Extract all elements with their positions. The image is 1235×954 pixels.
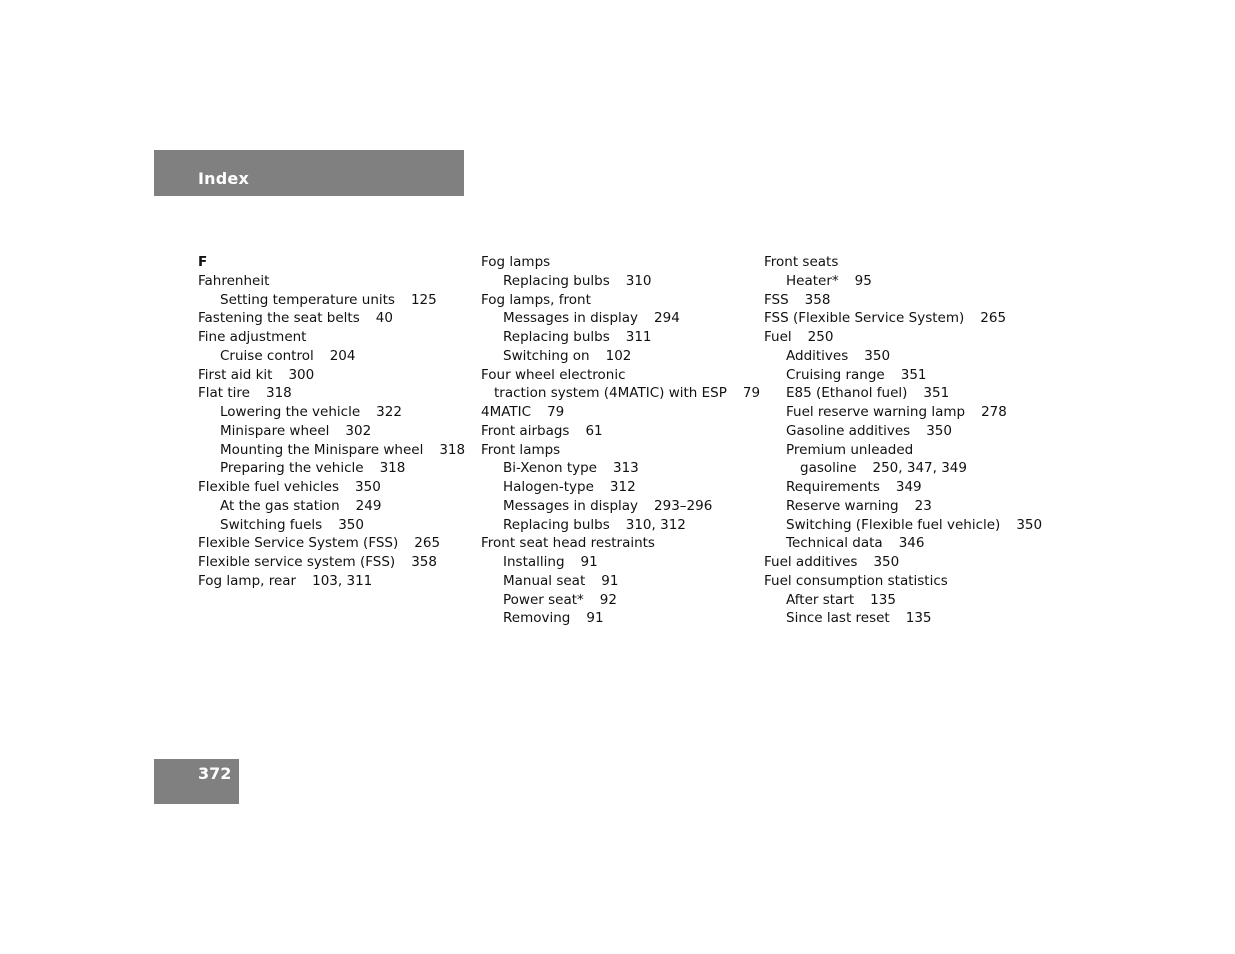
index-entry-page-ref[interactable]: 302 — [345, 422, 372, 439]
index-entry-term: Installing — [503, 554, 565, 570]
index-column-2 — [481, 253, 760, 628]
index-entry — [481, 534, 760, 553]
index-entry-term: Fuel — [764, 329, 792, 345]
index-entry — [481, 591, 760, 610]
index-entry — [481, 478, 760, 497]
index-entry-term: Cruise control — [220, 347, 314, 364]
index-entry — [198, 366, 465, 385]
index-entry — [764, 609, 1042, 628]
index-entry-page-ref[interactable]: 351 — [900, 366, 927, 383]
index-entry-page-ref[interactable]: 350 — [1016, 516, 1043, 533]
index-entry-term: Fog lamps, front — [481, 291, 591, 308]
index-entry-page-ref[interactable]: 294 — [654, 310, 680, 327]
index-entry-page-ref[interactable]: 23 — [914, 497, 932, 514]
index-entry — [764, 591, 1042, 610]
index-entry-page-ref[interactable]: 102 — [605, 347, 632, 364]
index-entry — [198, 516, 465, 535]
index-entry-page-ref[interactable]: 350 — [338, 516, 364, 533]
index-entry-term: Fine adjustment — [198, 329, 307, 345]
index-entry — [764, 534, 1042, 553]
index-entry-term: Replacing bulbs — [503, 516, 610, 533]
index-entry-term: traction system (4MATIC) with ESP — [494, 385, 727, 402]
index-entry — [481, 291, 760, 310]
index-entry — [481, 497, 760, 516]
index-entry — [198, 572, 465, 591]
index-entry-term: 4MATIC — [481, 404, 532, 420]
index-entry-term: Setting temperature units — [220, 291, 395, 308]
index-entry-term: Front seat head restraints — [481, 535, 655, 552]
index-entry — [764, 291, 1042, 310]
index-entry-term: Manual seat — [503, 572, 586, 589]
index-entry — [481, 328, 760, 347]
index-entry-page-ref[interactable]: 349 — [895, 479, 922, 495]
index-entry-page-ref[interactable]: 318 — [379, 460, 406, 477]
index-entry — [764, 459, 1042, 478]
index-entry-page-ref[interactable]: 250, 347, 349 — [872, 460, 967, 477]
index-entry-term: Additives — [786, 347, 849, 364]
index-entry — [481, 366, 760, 385]
index-entry-page-ref[interactable]: 91 — [601, 572, 619, 589]
index-entry-term: Switching (Flexible fuel vehicle) — [786, 516, 1001, 533]
index-entry-page-ref[interactable]: 250 — [807, 329, 834, 345]
index-entry-page-ref[interactable]: 125 — [410, 291, 437, 308]
index-entry-term: Fuel additives — [764, 554, 858, 570]
index-entry-term: Replacing bulbs — [503, 329, 610, 345]
index-entry-term: Switching on — [503, 347, 590, 364]
index-entry — [481, 422, 760, 441]
index-entry — [198, 422, 465, 441]
index-entry — [198, 403, 465, 422]
index-entry-term: Lowering the vehicle — [220, 404, 361, 420]
index-entry — [764, 553, 1042, 572]
index-entry — [764, 497, 1042, 516]
index-entry — [198, 553, 465, 572]
index-entry-term: Bi-Xenon type — [503, 460, 597, 477]
index-entry-page-ref[interactable]: 313 — [612, 460, 639, 477]
index-entry-term: Minispare wheel — [220, 422, 330, 439]
index-entry-term: Requirements — [786, 479, 880, 495]
index-entry-term: Power seat* — [503, 591, 584, 608]
index-entry — [764, 422, 1042, 441]
index-entry — [198, 291, 465, 310]
index-entry-term: First aid kit — [198, 366, 273, 383]
index-entry-page-ref[interactable]: 91 — [586, 610, 604, 627]
index-entry-page-ref[interactable]: 265 — [414, 535, 441, 552]
index-entry-page-ref[interactable]: 346 — [898, 535, 925, 552]
index-entry-term: Fahrenheit — [198, 272, 270, 289]
index-entry-page-ref[interactable]: 310, 312 — [625, 516, 686, 533]
index-entry — [481, 272, 760, 291]
index-entry-page-ref[interactable]: 318 — [439, 441, 466, 458]
index-entry-term: Messages in display — [503, 497, 639, 514]
index-entry — [764, 403, 1042, 422]
index-entry-page-ref[interactable]: 358 — [804, 291, 831, 308]
index-entry — [764, 572, 1042, 591]
index-entry — [198, 309, 465, 328]
index-entry-term: After start — [786, 591, 855, 608]
index-entry — [764, 253, 1042, 272]
index-entry-term: Flexible service system (FSS) — [198, 554, 396, 570]
index-entry — [481, 609, 760, 628]
index-entry-term: Fog lamps — [481, 254, 551, 270]
index-entry — [481, 516, 760, 535]
index-entry-page-ref[interactable]: 350 — [864, 347, 891, 364]
page-title: Index — [198, 169, 249, 188]
index-column-3 — [764, 253, 1042, 628]
index-entry — [764, 309, 1042, 328]
index-entry-term: F — [198, 254, 208, 270]
index-entry-page-ref[interactable]: 135 — [870, 591, 896, 608]
index-entry-page-ref[interactable]: 311 — [625, 329, 652, 345]
index-entry — [764, 328, 1042, 347]
index-entry — [764, 516, 1042, 535]
index-entry-term: Fuel reserve warning lamp — [786, 404, 966, 420]
index-entry-page-ref[interactable]: 91 — [580, 554, 598, 570]
index-entry — [481, 441, 760, 460]
index-entry-term: Premium unleaded — [786, 441, 914, 458]
index-entry-page-ref[interactable]: 204 — [329, 347, 356, 364]
index-entry — [481, 253, 760, 272]
index-entry-term: At the gas station — [220, 497, 340, 514]
index-entry — [481, 403, 760, 422]
index-entry-page-ref[interactable]: 135 — [905, 610, 932, 627]
index-entry-page-ref[interactable]: 40 — [375, 310, 393, 327]
index-entry — [198, 347, 465, 366]
index-entry-term: Preparing the vehicle — [220, 460, 364, 477]
index-entry-page-ref[interactable]: 322 — [376, 404, 402, 420]
index-entry-page-ref[interactable]: 351 — [923, 385, 950, 402]
index-entry-page-ref[interactable]: 95 — [854, 272, 872, 289]
index-entry-term: Flexible fuel vehicles — [198, 479, 340, 495]
index-entry-page-ref[interactable]: 61 — [585, 422, 603, 439]
index-entry — [198, 384, 465, 403]
index-entry-page-ref[interactable]: 92 — [599, 591, 617, 608]
index-column-1 — [198, 253, 465, 591]
letter-heading — [198, 253, 465, 272]
index-entry-page-ref[interactable]: 300 — [288, 366, 315, 383]
index-entry — [764, 441, 1042, 460]
index-entry-term: Front lamps — [481, 441, 561, 458]
index-entry-page-ref[interactable]: 310 — [625, 272, 652, 289]
index-entry-page-ref[interactable]: 350 — [873, 554, 900, 570]
index-entry — [764, 478, 1042, 497]
index-entry-page-ref[interactable]: 350 — [355, 479, 381, 495]
index-entry-page-ref[interactable]: 79 — [742, 385, 761, 402]
index-entry — [481, 459, 760, 478]
index-entry-term: Flat tire — [198, 385, 250, 402]
index-entry — [764, 272, 1042, 291]
index-entry — [198, 534, 465, 553]
index-entry — [198, 441, 465, 460]
index-entry-term: FSS (Flexible Service System) — [764, 310, 965, 327]
page-number: 372 — [198, 764, 232, 783]
index-entry-term: Gasoline additives — [786, 422, 911, 439]
index-entry-term: Front seats — [764, 254, 839, 270]
index-entry — [764, 384, 1042, 403]
index-entry-term: Reserve warning — [786, 497, 899, 514]
index-entry-term: Halogen-type — [503, 479, 594, 495]
index-entry-page-ref[interactable]: 293–296 — [654, 497, 713, 514]
index-entry-term: Cruising range — [786, 366, 885, 383]
index-entry — [198, 497, 465, 516]
index-entry-page-ref[interactable]: 312 — [609, 479, 636, 495]
index-entry — [481, 572, 760, 591]
index-entry-term: Front airbags — [481, 422, 570, 439]
index-entry — [198, 272, 465, 291]
index-entry-page-ref[interactable]: 265 — [980, 310, 1007, 327]
index-entry — [198, 459, 465, 478]
index-entry — [198, 478, 465, 497]
index-entry-term: Flexible Service System (FSS) — [198, 535, 399, 552]
header-bar — [154, 150, 464, 196]
index-entry-term: Technical data — [786, 535, 883, 552]
index-entry-term: Mounting the Minispare wheel — [220, 441, 424, 458]
index-entry-page-ref[interactable]: 79 — [547, 404, 565, 420]
index-entry-term: E85 (Ethanol fuel) — [786, 385, 908, 402]
index-entry — [764, 347, 1042, 366]
index-entry — [481, 309, 760, 328]
index-entry-term: Fog lamp, rear — [198, 572, 297, 589]
index-entry-term: Fuel consumption statistics — [764, 572, 948, 589]
index-entry-term: Heater* — [786, 272, 839, 289]
page-number-box — [154, 759, 239, 804]
index-entry — [481, 347, 760, 366]
index-entry-term: Since last reset — [786, 610, 890, 627]
index-entry — [481, 384, 760, 403]
index-entry-page-ref[interactable]: 350 — [926, 422, 952, 439]
index-entry — [764, 366, 1042, 385]
index-entry-term: Four wheel electronic — [481, 366, 626, 383]
index-entry-page-ref[interactable]: 103, 311 — [312, 572, 373, 589]
index-entry-term: Messages in display — [503, 310, 639, 327]
index-entry-term: Fastening the seat belts — [198, 310, 360, 327]
index-entry — [198, 328, 465, 347]
index-entry-page-ref[interactable]: 278 — [981, 404, 1007, 420]
index-entry-term: gasoline — [800, 460, 857, 477]
index-entry — [481, 553, 760, 572]
index-entry-page-ref[interactable]: 358 — [411, 554, 437, 570]
index-entry-term: Switching fuels — [220, 516, 323, 533]
index-entry-page-ref[interactable]: 318 — [265, 385, 292, 402]
index-entry-term: Replacing bulbs — [503, 272, 610, 289]
index-entry-term: FSS — [764, 291, 789, 308]
index-entry-page-ref[interactable]: 249 — [355, 497, 382, 514]
index-entry-term: Removing — [503, 610, 571, 627]
